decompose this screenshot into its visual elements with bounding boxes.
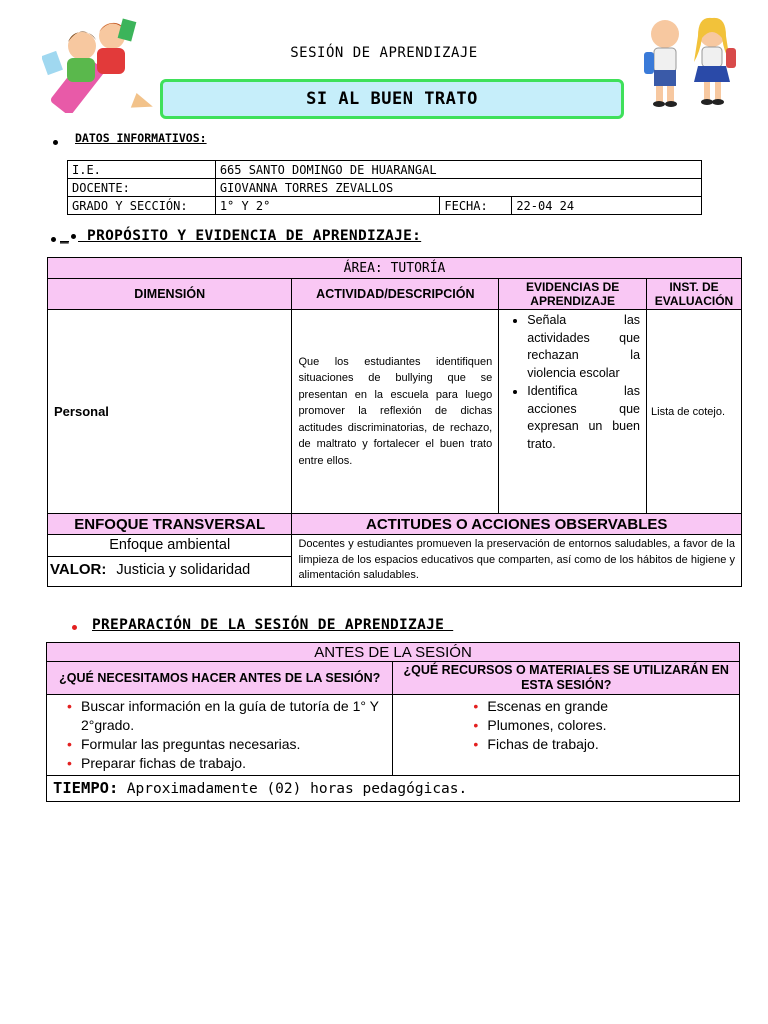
- list-item: • Preparar fichas de trabajo.: [81, 754, 388, 773]
- table-row: [48, 310, 742, 514]
- ie-label: I.E.: [68, 161, 216, 179]
- col-evidencias: EVIDENCIAS DE APRENDIZAJE: [499, 279, 647, 310]
- list-item: • Identifica las acciones que expresan un buen trato.: [527, 383, 640, 454]
- ie-value: 665 SANTO DOMINGO DE HUARANGAL: [215, 161, 701, 179]
- col-actividad: ACTIVIDAD/DESCRIPCIÓN: [292, 279, 499, 310]
- table-row: [48, 535, 742, 587]
- tiempo-label: TIEMPO:: [53, 779, 119, 797]
- heading-underscore: _: [60, 228, 70, 244]
- evidencias-cell: [499, 310, 647, 514]
- main-title: SI AL BUEN TRATO: [306, 89, 478, 109]
- list-item: • Formular las preguntas necesarias.: [81, 735, 388, 754]
- tiempo-cell: [47, 776, 740, 802]
- docente-label: DOCENTE:: [68, 179, 216, 197]
- enfoque-cell: [48, 535, 292, 587]
- actitudes-cell: Docentes y estudiantes promueven la preservación de entornos saludables, a favor de la limpieza de los espacios educativos que comparten, así como de los hábitos de higiene y alimentación saludables.: [292, 535, 742, 587]
- recursos-list: [397, 697, 735, 754]
- main-title-box: [160, 79, 624, 119]
- valor-line: [48, 557, 291, 582]
- table-row: [68, 161, 702, 179]
- actitudes-header: ACTITUDES O ACCIONES OBSERVABLES: [292, 514, 742, 535]
- col-dimension: DIMENSIÓN: [48, 279, 292, 310]
- list-item: • Escenas en grande: [487, 697, 735, 716]
- col-recursos: ¿QUÉ RECURSOS O MATERIALES SE UTILIZARÁN EN ESTA SESIÓN?: [393, 662, 740, 695]
- table-row: [68, 197, 702, 215]
- table-row: [48, 258, 742, 279]
- table-row: [47, 695, 740, 776]
- col-instrumento: INST. DE EVALUACIÓN: [647, 279, 742, 310]
- table-row: [47, 776, 740, 802]
- table-row: [47, 643, 740, 662]
- valor-value: Justicia y solidaridad: [116, 562, 251, 578]
- recursos-cell: [393, 695, 740, 776]
- antes-cell: ANTES DE LA SESIÓN: [47, 643, 740, 662]
- fecha-label: FECHA:: [440, 197, 512, 215]
- actividad-cell: Que los estudiantes identifiquen situaciones de bullying que se presentan en la escuela para luego promover la reflexión de dichas actitudes discriminatorias, de rechazo, de maltrato y fortalecer el buen trato entre ellos.: [292, 310, 499, 514]
- proposito-table: [47, 257, 742, 587]
- session-title: SESIÓN DE APRENDIZAJE: [290, 45, 478, 61]
- table-row: [47, 662, 740, 695]
- list-item: • Fichas de trabajo.: [487, 735, 735, 754]
- preparacion-table: [46, 642, 740, 802]
- bullet-dot-inline: [71, 234, 76, 239]
- info-table: [67, 160, 702, 215]
- grado-value: 1° Y 2°: [215, 197, 440, 215]
- table-row: [48, 514, 742, 535]
- proposito-heading-text: PROPÓSITO Y EVIDENCIA DE APRENDIZAJE:: [78, 228, 422, 244]
- tiempo-value: Aproximadamente (02) horas pedagógicas.: [126, 781, 468, 797]
- list-item: • Señala las actividades que rechazan la violencia escolar: [527, 312, 640, 383]
- valor-label: VALOR:: [50, 561, 107, 578]
- hacer-list: [51, 697, 388, 773]
- datos-heading: DATOS INFORMATIVOS:: [75, 131, 207, 145]
- evidencias-list: [501, 312, 640, 454]
- enfoque-header: ENFOQUE TRANSVERSAL: [48, 514, 292, 535]
- proposito-heading: [60, 228, 421, 244]
- docente-value: GIOVANNA TORRES ZEVALLOS: [215, 179, 701, 197]
- col-hacer: ¿QUÉ NECESITAMOS HACER ANTES DE LA SESIÓN?: [47, 662, 393, 695]
- hacer-cell: [47, 695, 393, 776]
- schoolkids-illustration: [632, 12, 744, 110]
- table-row: [48, 279, 742, 310]
- instrumento-cell: Lista de cotejo.: [647, 310, 742, 514]
- preparacion-heading: PREPARACIÓN DE LA SESIÓN DE APRENDIZAJE: [92, 617, 454, 633]
- bullet-dot: [51, 237, 56, 242]
- list-item: • Buscar información en la guía de tutoría de 1° Y 2°grado.: [81, 697, 388, 735]
- grado-label: GRADO Y SECCIÓN:: [68, 197, 216, 215]
- bullet-dot: [53, 140, 58, 145]
- red-bullet-dot: [72, 625, 77, 630]
- area-cell: ÁREA: TUTORÍA: [48, 258, 742, 279]
- dimension-cell: Personal: [48, 310, 292, 514]
- table-row: [68, 179, 702, 197]
- list-item: • Plumones, colores.: [487, 716, 735, 735]
- enfoque-value: Enfoque ambiental: [48, 535, 291, 557]
- fecha-value: 22-04 24: [512, 197, 702, 215]
